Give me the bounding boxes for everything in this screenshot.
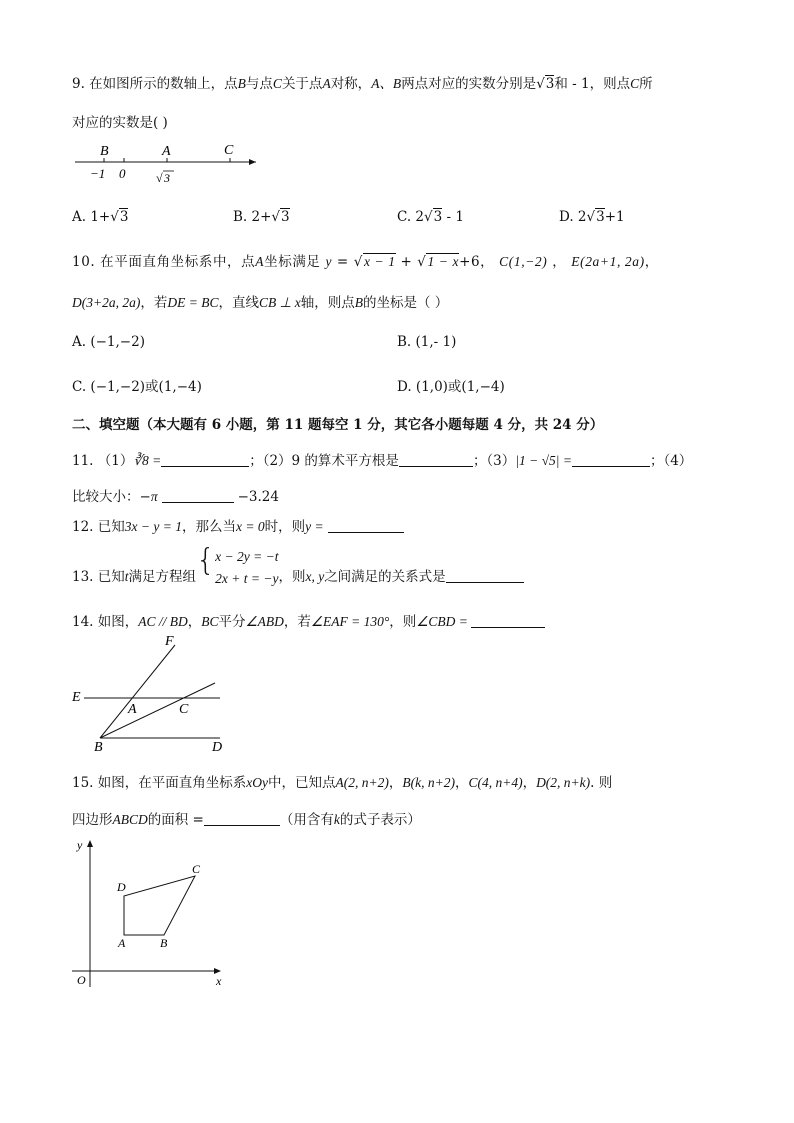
q15-fig-label-d: D bbox=[117, 880, 126, 894]
q11-blank-2[interactable] bbox=[399, 453, 473, 467]
q13-blank[interactable] bbox=[446, 569, 524, 583]
q14-fig-label-b: B bbox=[94, 740, 103, 755]
q15-fig-label-b: B bbox=[160, 936, 168, 950]
q9-fig-label-a: A bbox=[162, 144, 171, 159]
q15-line1: 15. 如图，在平面直角坐标系xOy中，已知点A(2, n+2)，B(k, n+2)，C(4, n+4)，D(2, n+k). 则 bbox=[72, 775, 613, 791]
q14-fig-label-a: A bbox=[128, 702, 137, 717]
q9-option-a: A. 1+√3 bbox=[72, 209, 129, 225]
q10-line2: D(3+2a, 2a)，若DE = BC，直线CB ⊥ x轴，则点B的坐标是（ ） bbox=[72, 295, 449, 311]
q14-fig-label-f: F bbox=[165, 634, 174, 649]
q9-option-c: C. 2√3 - 1 bbox=[397, 209, 464, 225]
q10-option-b: B. (1,- 1) bbox=[397, 334, 457, 350]
q15-fig-origin: O bbox=[77, 973, 86, 987]
q14-fig-label-d: D bbox=[212, 740, 223, 755]
q11-blank-4[interactable] bbox=[162, 489, 234, 503]
q9-fig-zero: 0 bbox=[119, 166, 126, 181]
q9-fig-neg1: −1 bbox=[90, 166, 106, 181]
q15-fig-label-a: A bbox=[118, 936, 126, 950]
q15-fig-axis-y: y bbox=[77, 838, 83, 852]
q10-option-c: C. (−1,−2)或(1,−4) bbox=[72, 379, 202, 395]
q9-number-line-figure bbox=[70, 140, 270, 190]
q10-option-d: D. (1,0)或(1,−4) bbox=[397, 379, 505, 395]
q9-fig-label-c: C bbox=[224, 143, 234, 158]
q15-fig-label-c: C bbox=[192, 862, 201, 876]
section-2-heading: 二、填空题（本大题有 6 小题，第 11 题每空 1 分，其它各小题每题 4 分，共 24 分） bbox=[72, 417, 604, 433]
q15-fig-axis-x: x bbox=[216, 974, 222, 988]
q15-line2: 四边形ABCD的面积 = （用含有k的式子表示） bbox=[72, 812, 421, 828]
q14-blank[interactable] bbox=[471, 614, 545, 628]
q14-geometry-figure bbox=[68, 632, 238, 757]
q13-system-brace: { bbox=[196, 543, 216, 578]
q15-blank[interactable] bbox=[204, 812, 280, 826]
q9-fig-sqrt-sign: √ bbox=[156, 171, 163, 185]
q11-blank-1[interactable] bbox=[161, 453, 249, 467]
q9-option-d: D. 2√3+1 bbox=[559, 209, 625, 225]
q9-option-b: B. 2+√3 bbox=[233, 209, 290, 225]
q14-fig-label-e: E bbox=[72, 690, 81, 705]
q14-line: 14. 如图，AC // BD，BC平分∠ABD，若∠EAF = 130°，则∠CBD = bbox=[72, 610, 545, 630]
q13-line: 13. 已知t满足方程组{x − 2y = −t 2x + t = −y，则x, y之间满足的关系式是 bbox=[72, 548, 524, 592]
q11-line2: 比较大小：−π −3.24 bbox=[72, 489, 279, 505]
q12-line: 12. 已知3x − y = 1，那么当x = 0时，则y = bbox=[72, 515, 404, 535]
q9-line1: 9. 在如图所示的数轴上，点B与点C关于点A对称，A、B两点对应的实数分别是√3和 - 1，则点C所 bbox=[72, 76, 653, 92]
q9-line2: 对应的实数是( ) bbox=[72, 115, 168, 131]
q11-line1: 11. （1）∛8 = ；（2）9 的算术平方根是 ；（3）|1 − √5| = ；（4） bbox=[72, 453, 693, 469]
q10-option-a: A. (−1,−2) bbox=[72, 334, 145, 350]
q14-fig-label-c: C bbox=[179, 702, 189, 717]
q15-coordinate-figure bbox=[68, 835, 238, 995]
q12-blank[interactable] bbox=[328, 519, 404, 533]
q9-fig-label-b: B bbox=[100, 144, 109, 159]
q10-line1: 10. 在平面直角坐标系中，点A坐标满足 y = √x − 1 + √1 − x+6， C(1,−2) ， E(2a+1, 2a)， bbox=[72, 254, 659, 270]
q9-fig-sqrt3: 3 bbox=[164, 171, 170, 185]
q11-blank-3[interactable] bbox=[572, 453, 650, 467]
